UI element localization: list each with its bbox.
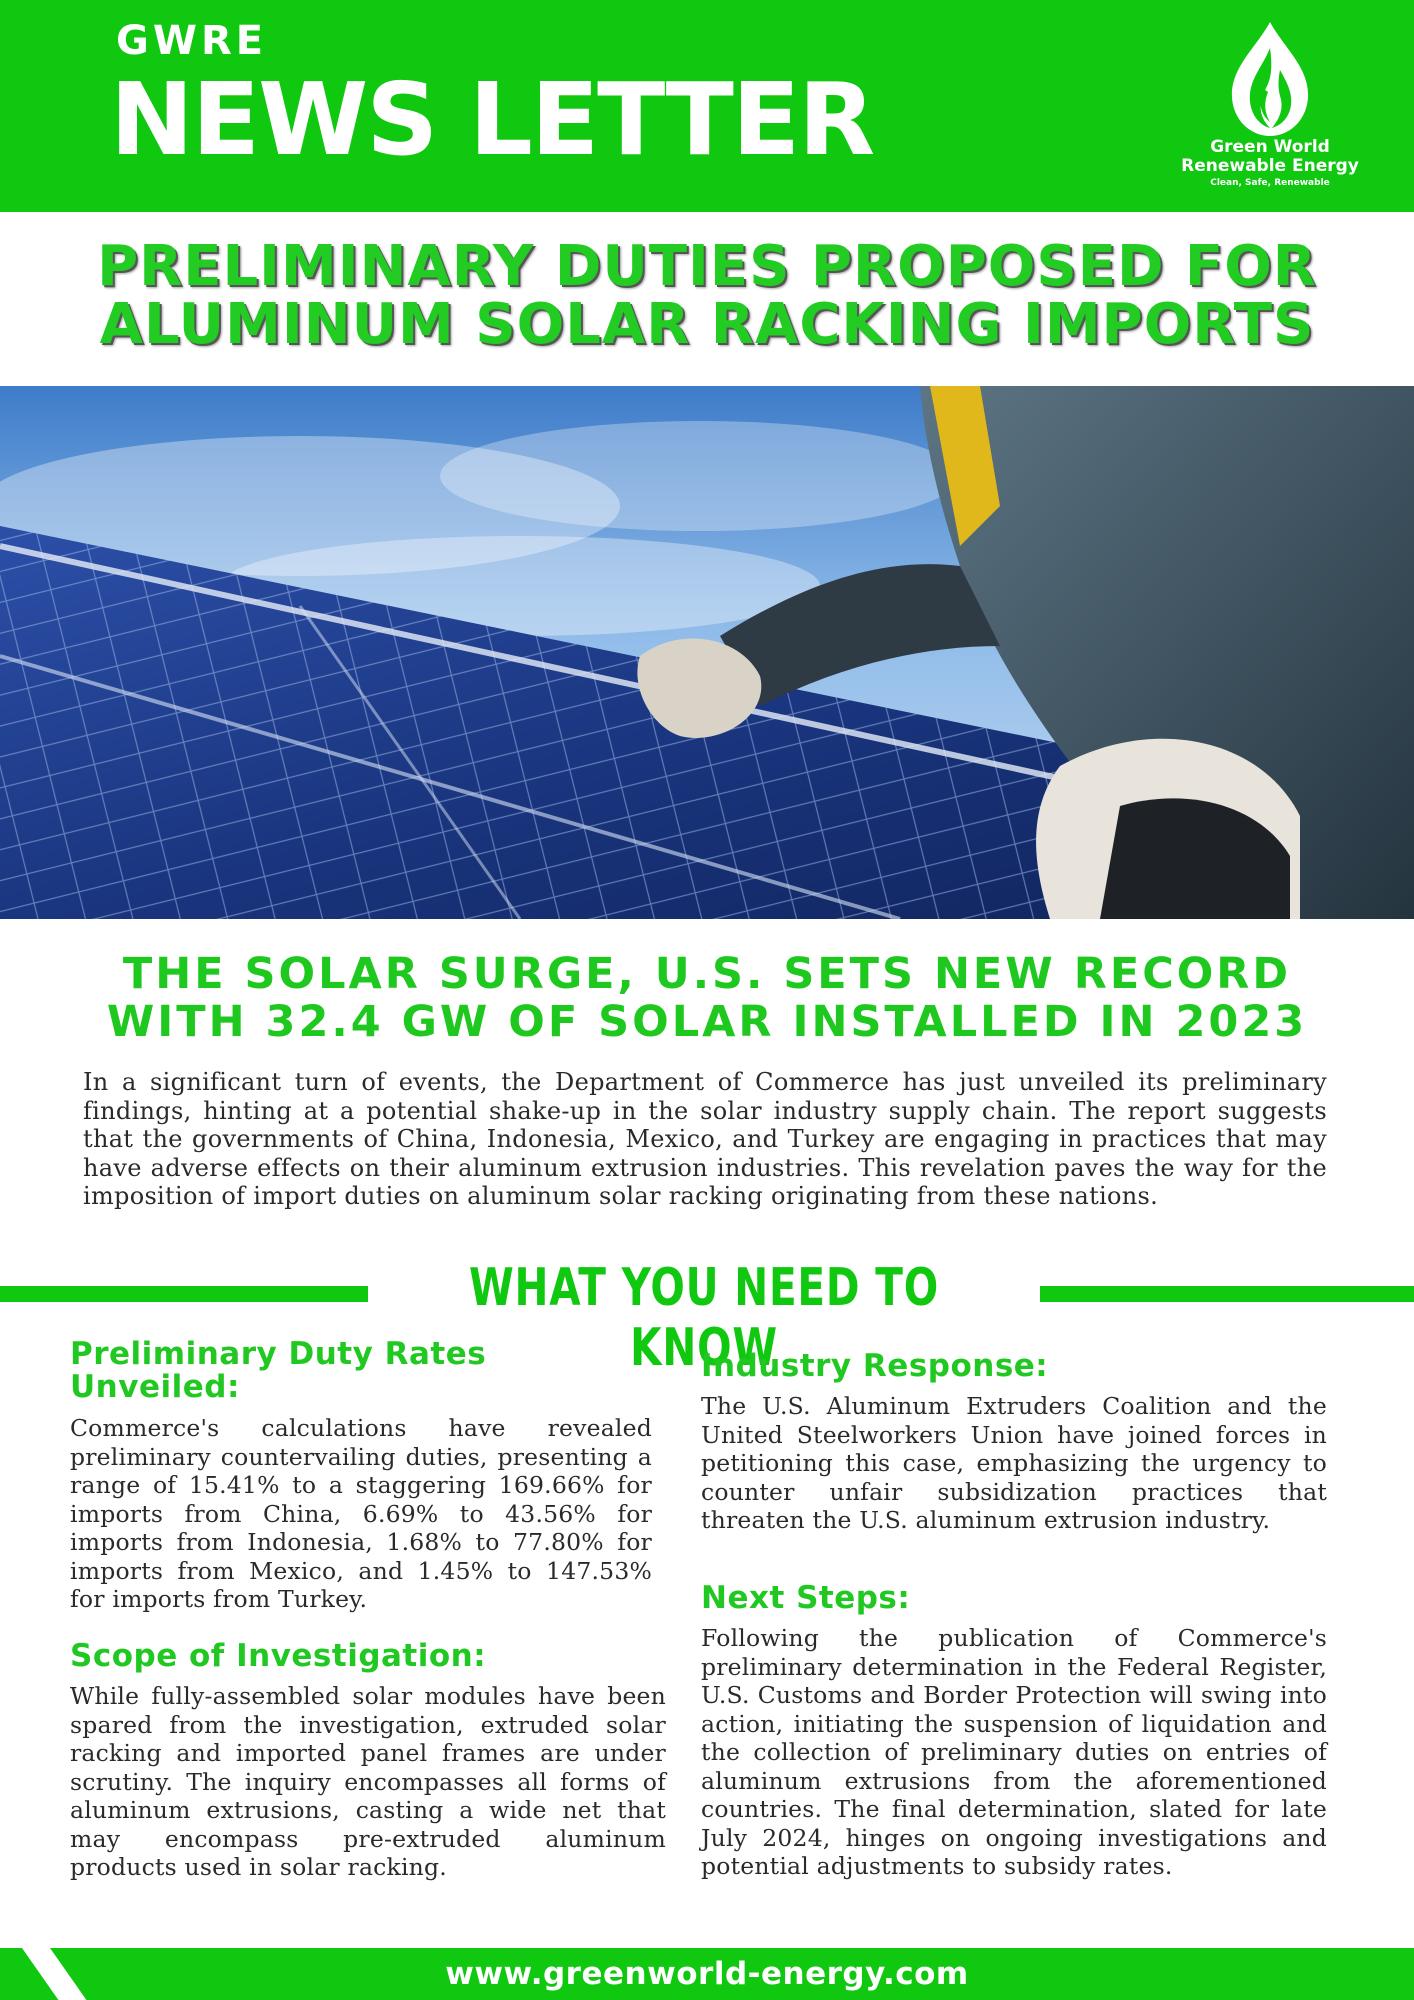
hero-photo <box>0 386 1414 919</box>
section-divider-left <box>0 1286 368 1302</box>
logo-tagline: Clean, Safe, Renewable <box>1210 178 1330 188</box>
subheadline <box>0 950 1414 1046</box>
subheadline-line-1: THE SOLAR SURGE, U.S. SETS NEW RECORD <box>122 949 1292 999</box>
logo-name-line2: Renewable Energy <box>1181 156 1359 176</box>
duty-rates-title-line-1: Preliminary Duty Rates <box>70 1336 487 1372</box>
headline-line-2: ALUMINUM SOLAR RACKING IMPORTS <box>99 292 1315 357</box>
intro-paragraph: In a significant turn of events, the Department of Commerce has just unveiled its preliminary findings, hinting at a potential shake-up in the solar industry supply chain. The report suggests that the governments of China, Indonesia, Mexico, and Turkey are engaging in practices that may have adverse effects on their aluminum extrusion industries. This revelation paves the way for the imposition of import duties on aluminum solar racking originating from these nations. <box>83 1068 1327 1210</box>
duty-rates-title <box>70 1338 670 1404</box>
logo-name-line1: Green World <box>1210 137 1330 157</box>
industry-response-title: Industry Response: <box>701 1348 1049 1384</box>
brand-label: GWRE <box>116 18 268 64</box>
main-headline <box>0 234 1414 357</box>
duty-rates-body: Commerce's calculations have revealed preliminary countervailing duties, presenting a range of 15.41% to a staggering 169.66% for imports from China, 6.69% to 43.56% for imports from Indonesia, 1.68% to 77.80% for imports from Mexico, and 1.45% to 147.53% for imports from Turkey. <box>70 1414 652 1613</box>
flame-drop-icon <box>1222 18 1318 138</box>
section-divider-right <box>1040 1286 1414 1302</box>
duty-rates-title-line-2: Unveiled: <box>70 1369 240 1405</box>
scope-body: While fully-assembled solar modules have been spared from the investigation, extruded solar racking and imported panel frames are under scrutiny. The inquiry encompasses all forms of aluminum extrusions, casting a wide net that may encompass pre-extruded aluminum products used in solar racking. <box>70 1682 666 1881</box>
solar-installation-illustration <box>0 386 1414 919</box>
next-steps-body: Following the publication of Commerce's preliminary determination in the Federal Register, U.S. Customs and Border Protection will swing into action, initiating the suspension of liquidation and the collection of preliminary duties on entries of aluminum extrusions from the aforementioned countries. The final determination, slated for late July 2024, hinges on ongoing investigations and potential adjustments to subsidy rates. <box>701 1624 1327 1880</box>
scope-title: Scope of Investigation: <box>70 1638 487 1674</box>
subheadline-line-2: WITH 32.4 GW OF SOLAR INSTALLED IN 2023 <box>106 997 1308 1047</box>
headline-line-1: PRELIMINARY DUTIES PROPOSED FOR <box>97 234 1317 299</box>
industry-response-body: The U.S. Aluminum Extruders Coalition and the United Steelworkers Union have joined forces in petitioning this case, emphasizing the urgency to counter unfair subsidization practices that threaten the U.S. aluminum extrusion industry. <box>701 1392 1327 1534</box>
footer-website-link[interactable]: www.greenworld-energy.com <box>445 1956 969 1992</box>
next-steps-title: Next Steps: <box>701 1580 911 1616</box>
masthead-title: NEWS LETTER <box>110 61 874 178</box>
section-title: WHAT YOU NEED TO KNOW <box>469 1258 939 1378</box>
company-logo <box>1160 18 1380 203</box>
